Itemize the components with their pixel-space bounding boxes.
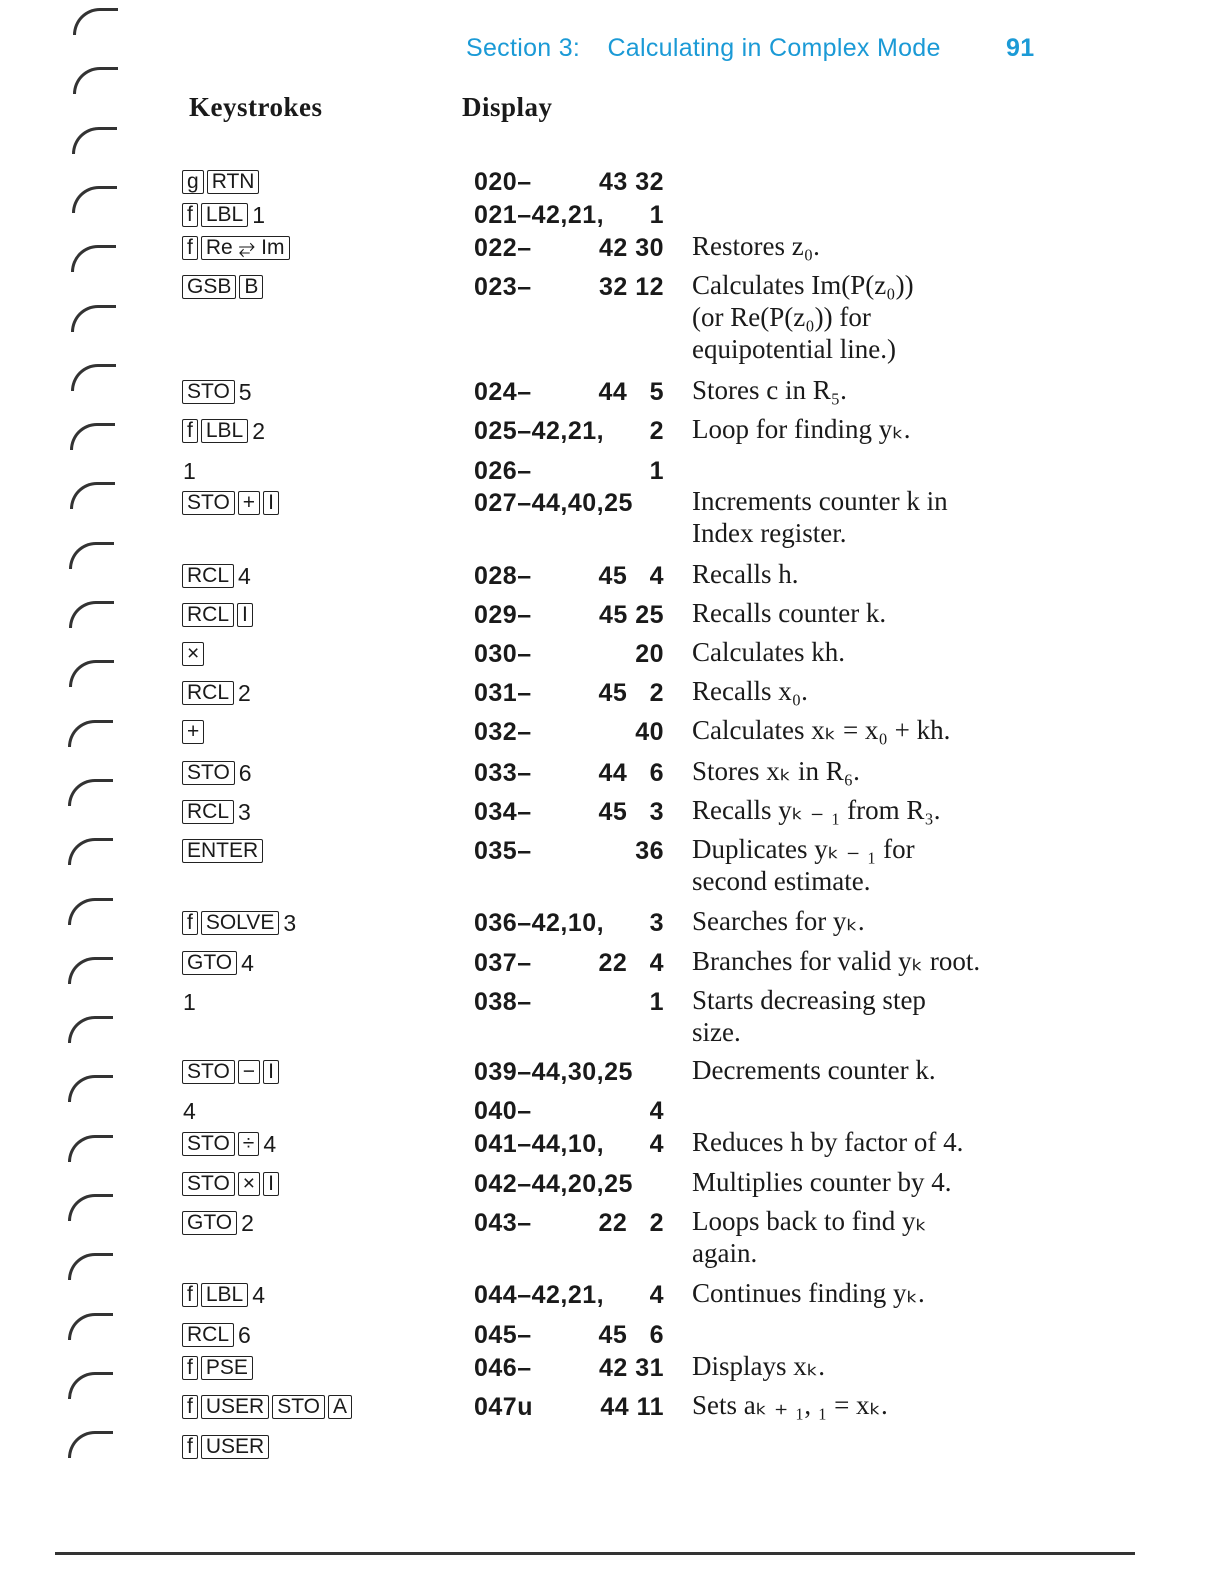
binding-ring: [69, 542, 114, 569]
step-comment: Recalls x₀.: [692, 676, 808, 706]
step-comment: Decrements counter k.: [692, 1055, 936, 1085]
display-heading: Display: [462, 92, 553, 122]
keystroke-sequence: [182, 1321, 252, 1349]
step-comment: Reduces h by factor of 4.: [692, 1127, 964, 1157]
step-comment: Recalls counter k.: [692, 598, 887, 628]
line-number: 038–: [474, 988, 532, 1016]
keystroke-sequence: [182, 273, 263, 301]
key-cap: ×: [182, 642, 204, 666]
binding-ring: [68, 838, 113, 865]
key-digit: 1: [252, 201, 266, 228]
binding-ring: [68, 957, 113, 984]
key-code: 43 32: [598, 168, 664, 196]
step-comment: Starts decreasing step size.: [692, 985, 926, 1047]
key-cap: Re ⥂ Im: [201, 236, 290, 260]
key-digit: 4: [252, 1281, 266, 1308]
line-number: 035–: [474, 837, 532, 865]
keystroke-sequence: [182, 949, 255, 977]
key-code: 44 11: [600, 1393, 664, 1421]
keystroke-sequence: [182, 909, 297, 937]
key-cap: STO: [182, 1132, 235, 1156]
line-number: 045–: [474, 1321, 532, 1349]
keystroke-sequence: [182, 562, 252, 590]
step-comment: Stores c in R₅.: [692, 375, 847, 405]
binding-ring: [68, 1313, 113, 1340]
keystroke-sequence: [182, 1281, 266, 1309]
line-number: 022–: [474, 234, 532, 262]
keystroke-sequence: [182, 489, 279, 517]
line-number: 044–42,21,: [474, 1281, 605, 1309]
key-cap: ÷: [238, 1132, 260, 1156]
key-digit: 2: [241, 1209, 254, 1236]
key-cap: RTN: [207, 170, 260, 194]
key-cap: I: [263, 1060, 279, 1084]
line-number: 039–44,30,25: [474, 1058, 633, 1086]
key-code: 1: [649, 201, 664, 229]
binding-ring: [68, 1194, 113, 1221]
line-number: 040–: [474, 1097, 532, 1125]
key-cap: STO: [182, 1060, 235, 1084]
binding-ring: [68, 898, 113, 925]
step-comment: Loop for finding yₖ.: [692, 414, 911, 444]
key-code: 45 2: [598, 679, 664, 707]
key-cap: PSE: [201, 1356, 253, 1380]
key-cap: B: [239, 275, 263, 299]
keystroke-sequence: [182, 1097, 197, 1125]
key-code: 44 6: [598, 759, 664, 787]
key-code: 45 3: [598, 798, 664, 826]
key-digit: 4: [263, 1130, 277, 1157]
key-code: 2: [649, 417, 664, 445]
keystroke-sequence: [182, 168, 259, 196]
key-cap: STO: [182, 491, 235, 515]
key-cap: I: [237, 603, 253, 627]
step-comment: Sets aₖ ₊ ₁, ₁ = xₖ.: [692, 1390, 888, 1420]
step-comment: Displays xₖ.: [692, 1351, 825, 1381]
key-code: 36: [635, 837, 664, 865]
binding-ring: [70, 423, 115, 450]
line-number: 043–: [474, 1209, 532, 1237]
binding-ring: [70, 482, 115, 509]
step-comment: Recalls yₖ ₋ ₁ from R₃.: [692, 795, 941, 825]
line-number: 042–44,20,25: [474, 1170, 633, 1198]
line-number: 046–: [474, 1354, 532, 1382]
keystroke-sequence: [182, 378, 253, 406]
keystroke-sequence: [182, 1130, 277, 1158]
key-digit: 4: [238, 562, 251, 589]
keystroke-sequence: [182, 759, 253, 787]
binding-ring: [71, 364, 116, 391]
keystroke-sequence: [182, 417, 266, 445]
line-number: 030–: [474, 640, 532, 668]
key-cap: +: [182, 720, 204, 744]
key-cap: RCL: [182, 603, 234, 627]
key-digit: 1: [183, 457, 196, 484]
key-digit: 6: [238, 759, 252, 786]
key-cap: GTO: [182, 951, 237, 975]
binding-ring: [68, 1431, 113, 1458]
step-comment: Calculates kh.: [692, 637, 845, 667]
key-code: 45 4: [598, 562, 664, 590]
step-comment: Searches for yₖ.: [692, 906, 865, 936]
key-cap: RCL: [182, 800, 234, 824]
key-cap: −: [238, 1060, 260, 1084]
line-number: 047u: [474, 1393, 533, 1421]
line-number: 034–: [474, 798, 532, 826]
step-comment: Multiplies counter by 4.: [692, 1167, 952, 1197]
line-number: 026–: [474, 457, 532, 485]
key-cap: USER: [201, 1395, 269, 1419]
keystrokes-heading: Keystrokes: [189, 92, 323, 122]
key-code: 22 4: [598, 949, 664, 977]
keystroke-sequence: [182, 679, 252, 707]
key-digit: 6: [238, 1321, 251, 1348]
key-digit: 3: [238, 798, 251, 825]
step-comment: Increments counter k in Index register.: [692, 486, 948, 548]
line-number: 027–44,40,25: [474, 489, 633, 517]
key-code: 44 5: [598, 378, 664, 406]
binding-ring: [69, 601, 114, 628]
line-number: 028–: [474, 562, 532, 590]
key-code: 4: [649, 1130, 664, 1158]
key-digit: 4: [183, 1097, 196, 1124]
step-comment: Recalls h.: [692, 559, 799, 589]
key-cap: f: [182, 1356, 198, 1380]
section-title: Calculating in Complex Mode: [607, 34, 941, 62]
key-cap: A: [328, 1395, 352, 1419]
binding-ring: [68, 1372, 113, 1399]
key-cap: STO: [182, 761, 235, 785]
step-comment: Calculates Im(P(z₀)) (or Re(P(z₀)) for equipotential line.): [692, 270, 914, 364]
key-code: 42 31: [598, 1354, 664, 1382]
key-cap: +: [238, 491, 260, 515]
binding-ring: [68, 1253, 113, 1280]
key-code: 1: [649, 457, 664, 485]
key-code: 1: [649, 988, 664, 1016]
key-digit: 2: [238, 679, 251, 706]
keystroke-sequence: [182, 1393, 352, 1421]
line-number: 020–: [474, 168, 532, 196]
key-digit: 4: [241, 949, 254, 976]
key-cap: g: [182, 170, 204, 194]
key-code: 45 6: [598, 1321, 664, 1349]
key-cap: f: [182, 911, 198, 935]
keystroke-sequence: [182, 1354, 253, 1382]
key-cap: f: [182, 419, 198, 443]
keystroke-sequence: [182, 1433, 269, 1461]
step-comment: Loops back to find yₖ again.: [692, 1206, 927, 1268]
key-code: 32 12: [598, 273, 664, 301]
line-number: 024–: [474, 378, 532, 406]
key-code: 40: [635, 718, 664, 746]
step-comment: Calculates xₖ = x₀ + kh.: [692, 715, 951, 745]
binding-ring: [72, 127, 117, 154]
key-digit: 2: [252, 417, 266, 444]
line-number: 037–: [474, 949, 532, 977]
line-number: 031–: [474, 679, 532, 707]
line-number: 032–: [474, 718, 532, 746]
binding-ring: [68, 1135, 113, 1162]
key-code: 20: [635, 640, 664, 668]
line-number: 033–: [474, 759, 532, 787]
step-comment: Stores xₖ in R₆.: [692, 756, 860, 786]
key-digit: 1: [183, 988, 196, 1015]
keystroke-sequence: [182, 1209, 255, 1237]
key-cap: STO: [272, 1395, 325, 1419]
binding-ring: [72, 186, 117, 213]
step-comment: Duplicates yₖ ₋ ₁ for second estimate.: [692, 834, 915, 896]
line-number: 029–: [474, 601, 532, 629]
key-cap: RCL: [182, 1323, 234, 1347]
keystroke-sequence: [182, 234, 290, 262]
key-digit: 3: [283, 909, 297, 936]
key-cap: f: [182, 1283, 198, 1307]
key-code: 4: [649, 1281, 664, 1309]
keystroke-sequence: [182, 640, 204, 668]
key-code: 42 30: [598, 234, 664, 262]
keystroke-sequence: [182, 798, 252, 826]
key-code: 45 25: [598, 601, 664, 629]
key-cap: f: [182, 203, 198, 227]
binding-ring: [71, 305, 116, 332]
line-number: 041–44,10,: [474, 1130, 605, 1158]
keystroke-sequence: [182, 988, 197, 1016]
keystroke-sequence: [182, 1058, 279, 1086]
keystroke-sequence: [182, 837, 263, 865]
step-comment: Restores z₀.: [692, 231, 820, 261]
page-number: 91: [1006, 34, 1035, 62]
line-number: 036–42,10,: [474, 909, 605, 937]
key-cap: RCL: [182, 564, 234, 588]
binding-ring: [73, 67, 118, 94]
keystroke-sequence: [182, 718, 204, 746]
key-cap: LBL: [201, 203, 248, 227]
key-cap: LBL: [201, 1283, 248, 1307]
binding-ring: [68, 1075, 113, 1102]
section-label: Section 3:: [466, 34, 581, 62]
page-header: [466, 34, 1035, 63]
key-cap: I: [263, 491, 279, 515]
key-cap: f: [182, 1435, 198, 1459]
key-cap: STO: [182, 1172, 235, 1196]
step-comment: Continues finding yₖ.: [692, 1278, 925, 1308]
key-cap: RCL: [182, 681, 234, 705]
line-number: 023–: [474, 273, 532, 301]
key-cap: ×: [238, 1172, 260, 1196]
key-cap: GTO: [182, 1211, 237, 1235]
binding-ring: [73, 8, 118, 35]
key-cap: f: [182, 1395, 198, 1419]
line-number: 025–42,21,: [474, 417, 605, 445]
key-cap: f: [182, 236, 198, 260]
binding-ring: [68, 1016, 113, 1043]
binding-ring: [71, 245, 116, 272]
key-digit: 5: [238, 378, 252, 405]
keystroke-sequence: [182, 201, 266, 229]
binding-ring: [69, 660, 114, 687]
key-cap: LBL: [201, 419, 248, 443]
step-comment: Branches for valid yₖ root.: [692, 946, 981, 976]
key-code: 22 2: [598, 1209, 664, 1237]
keystroke-sequence: [182, 1170, 279, 1198]
spiral-binding: [55, 0, 115, 1584]
key-cap: ENTER: [182, 839, 263, 863]
key-code: 3: [649, 909, 664, 937]
keystroke-sequence: [182, 601, 253, 629]
key-cap: STO: [182, 380, 235, 404]
binding-ring: [68, 720, 113, 747]
key-cap: USER: [201, 1435, 269, 1459]
bottom-rule: [55, 1552, 1135, 1555]
binding-ring: [68, 779, 113, 806]
keystroke-sequence: [182, 457, 197, 485]
key-code: 4: [649, 1097, 664, 1125]
line-number: 021–42,21,: [474, 201, 605, 229]
key-cap: SOLVE: [201, 911, 279, 935]
key-cap: GSB: [182, 275, 236, 299]
key-cap: I: [263, 1172, 279, 1196]
